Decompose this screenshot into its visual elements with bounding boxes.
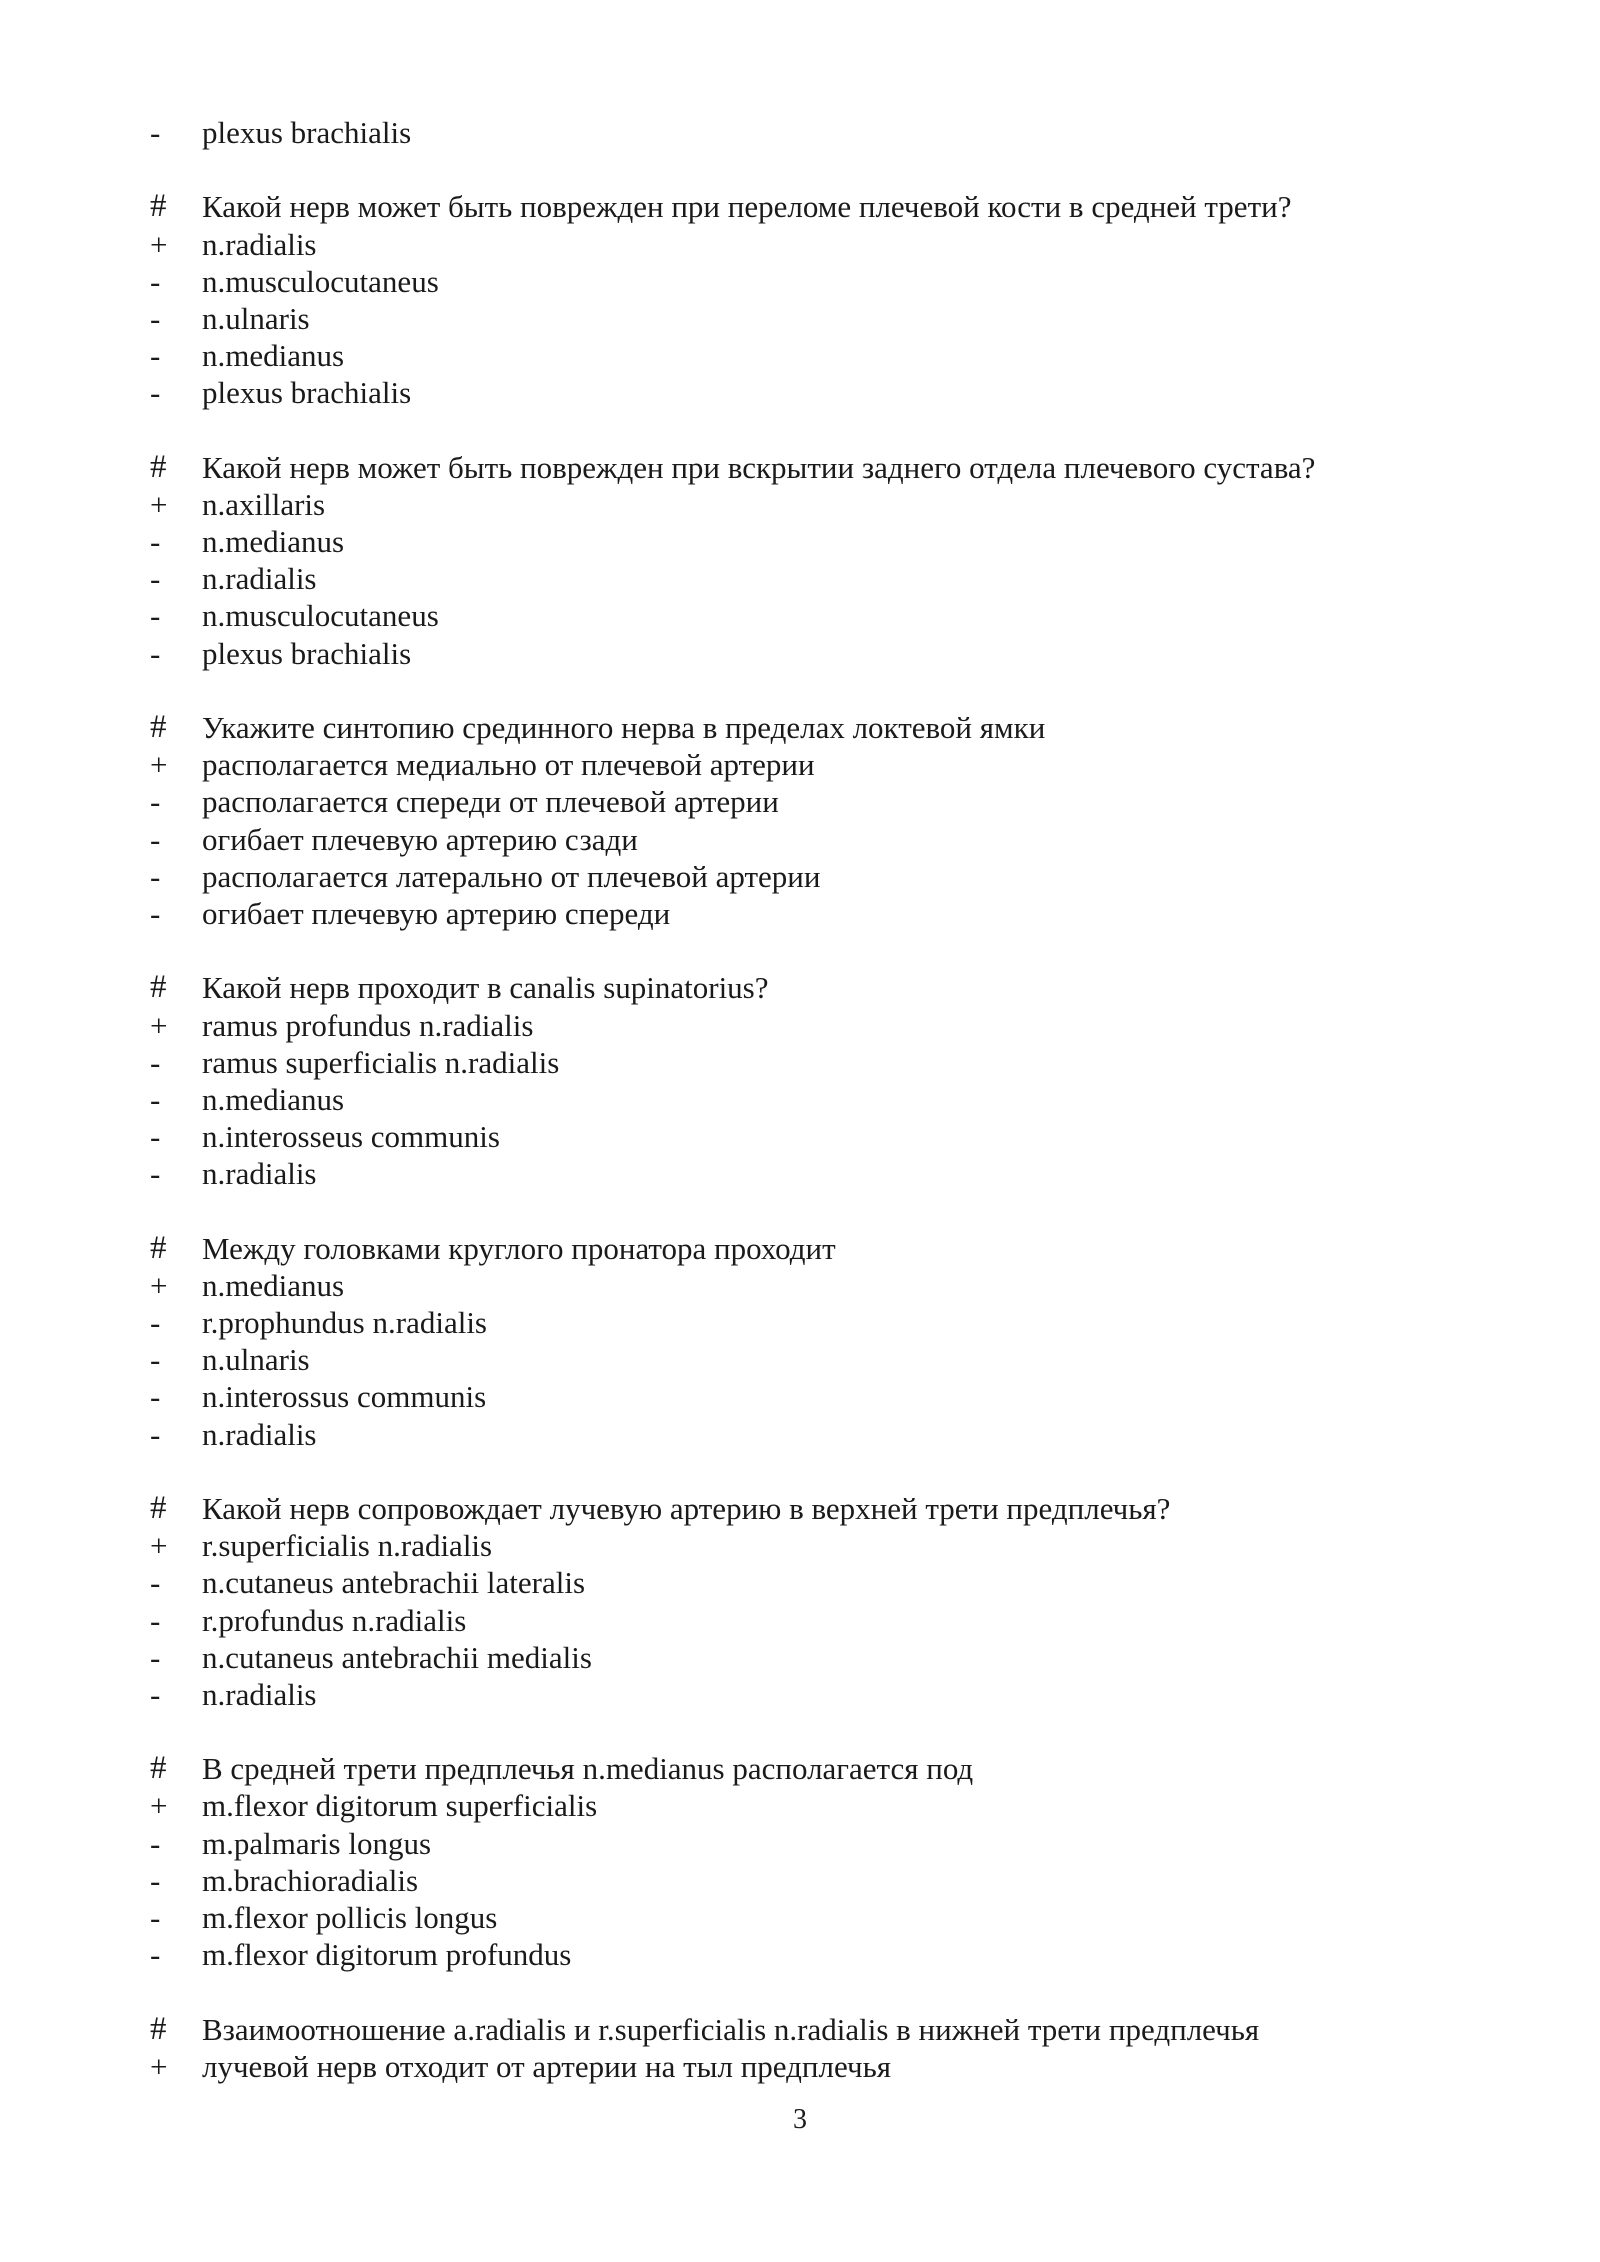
answer-option xyxy=(150,1825,1450,1862)
answer-marker: - xyxy=(150,1937,161,1973)
answer-option xyxy=(150,560,1450,597)
answer-marker: + xyxy=(150,1788,168,1824)
answer-text: n.interossus communis xyxy=(202,1379,487,1415)
answer-text: m.palmaris longus xyxy=(202,1825,432,1861)
question-text: В средней трети предплечья n.medianus располагается под xyxy=(202,1751,974,1787)
answer-marker: + xyxy=(150,2048,168,2084)
answer-text: огибает плечевую артерию спереди xyxy=(202,895,671,931)
answer-option xyxy=(150,1267,1450,1304)
question-line xyxy=(150,1230,1450,1267)
answer-marker: - xyxy=(150,1602,161,1638)
question-marker: # xyxy=(150,2010,167,2047)
question-text: Взаимоотношение a.radialis и r.superficialis n.radialis в нижней трети предплечья xyxy=(202,2011,1260,2047)
answer-option xyxy=(150,1862,1450,1899)
answer-text: располагается латерально от плечевой артерии xyxy=(202,858,821,894)
answer-text: n.ulnaris xyxy=(202,300,310,336)
blank-line xyxy=(150,932,1450,969)
blank-line xyxy=(150,151,1450,188)
answer-option xyxy=(150,1341,1450,1378)
answer-marker: - xyxy=(150,598,161,634)
answer-option xyxy=(150,1639,1450,1676)
answer-option xyxy=(150,1081,1450,1118)
answer-option xyxy=(150,635,1450,672)
answer-text: n.interosseus communis xyxy=(202,1119,500,1155)
question-block xyxy=(150,449,1450,672)
question-line xyxy=(150,709,1450,746)
answer-text: располагается медиально от плечевой артерии xyxy=(202,747,815,783)
question-block xyxy=(150,188,1450,411)
answer-marker: - xyxy=(150,338,161,374)
question-marker: # xyxy=(150,969,167,1006)
answer-marker: - xyxy=(150,1862,161,1898)
answer-option xyxy=(150,1304,1450,1341)
question-text: Укажите синтопию срединного нерва в пределах локтевой ямки xyxy=(202,710,1046,745)
answer-text: n.cutaneus antebrachii lateralis xyxy=(202,1565,586,1601)
question-text: Какой нерв проходит в canalis supinatorius? xyxy=(202,970,769,1006)
answer-option xyxy=(150,1118,1450,1155)
question-text: Между головками круглого пронатора проходит xyxy=(202,1230,836,1266)
answer-option xyxy=(150,486,1450,523)
answer-option xyxy=(150,1564,1450,1601)
answer-text: n.cutaneus antebrachii medialis xyxy=(202,1639,592,1675)
answer-marker: - xyxy=(150,1676,161,1712)
blank-line xyxy=(150,412,1450,449)
answer-option xyxy=(150,597,1450,634)
page-number: 3 xyxy=(793,2104,807,2135)
answer-marker: - xyxy=(150,1825,161,1861)
answer-marker: - xyxy=(150,1305,161,1340)
answer-marker: + xyxy=(150,1267,168,1303)
answer-option xyxy=(150,1602,1450,1639)
blank-line xyxy=(150,1192,1450,1229)
answer-text: n.radialis xyxy=(202,226,317,262)
answer-text: n.ulnaris xyxy=(202,1342,310,1378)
question-text: Какой нерв сопровождает лучевую артерию в верхней трети предплечья? xyxy=(202,1490,1171,1526)
answer-text: n.medianus xyxy=(202,524,345,560)
answer-text: r.prophundus n.radialis xyxy=(202,1305,487,1340)
question-block xyxy=(150,1750,1450,1973)
answer-option xyxy=(150,1007,1450,1044)
question-block xyxy=(150,2011,1450,2085)
question-marker: # xyxy=(150,1489,167,1526)
answer-marker: - xyxy=(150,1156,161,1192)
answer-marker: + xyxy=(150,226,168,262)
blank-line xyxy=(150,1973,1450,2010)
answer-text: n.radialis xyxy=(202,1156,317,1192)
answer-option xyxy=(150,1527,1450,1564)
question-marker: # xyxy=(150,1229,167,1266)
answer-marker: + xyxy=(150,747,168,783)
answer-marker: + xyxy=(150,486,168,522)
question-block xyxy=(150,969,1450,1192)
answer-text: n.medianus xyxy=(202,338,345,374)
answer-marker: - xyxy=(150,1639,161,1675)
question-text: Какой нерв может быть поврежден при вскрытии заднего отдела плечевого сустава? xyxy=(202,449,1316,485)
answer-marker: - xyxy=(150,1342,161,1378)
answer-marker: - xyxy=(150,1081,161,1117)
answer-option xyxy=(150,1378,1450,1415)
answer-marker: - xyxy=(150,263,161,299)
answer-option xyxy=(150,1676,1450,1713)
answer-text: r.superficialis n.radialis xyxy=(202,1528,493,1564)
answer-text: m.flexor pollicis longus xyxy=(202,1900,498,1935)
answer-marker: - xyxy=(150,1044,161,1080)
test-questions xyxy=(150,114,1450,2085)
answer-marker: + xyxy=(150,1528,168,1564)
answer-option xyxy=(150,858,1450,895)
answer-text: располагается спереди от плечевой артерии xyxy=(202,784,779,820)
answer-option xyxy=(150,263,1450,300)
answer-marker: - xyxy=(150,1379,161,1415)
answer-option xyxy=(150,523,1450,560)
answer-text: ramus superficialis n.radialis xyxy=(202,1044,560,1080)
answer-text: m.brachioradialis xyxy=(202,1862,419,1898)
answer-marker: - xyxy=(150,1416,161,1452)
question-block xyxy=(150,709,1450,932)
answer-option xyxy=(150,783,1450,820)
question-marker: # xyxy=(150,188,167,225)
answer-text: n.medianus xyxy=(202,1267,345,1303)
answer-option xyxy=(150,1155,1450,1192)
answer-option xyxy=(150,821,1450,858)
question-line xyxy=(150,969,1450,1006)
answer-marker: - xyxy=(150,115,161,150)
answer-option xyxy=(150,1416,1450,1453)
answer-option xyxy=(150,114,1450,151)
answer-option xyxy=(150,1936,1450,1973)
answer-marker: - xyxy=(150,375,161,411)
answer-option xyxy=(150,374,1450,411)
answer-marker: + xyxy=(150,1007,168,1043)
answer-text: plexus brachialis xyxy=(202,115,412,150)
answer-marker: - xyxy=(150,561,161,597)
question-line xyxy=(150,1750,1450,1787)
question-text: Какой нерв может быть поврежден при переломе плечевой кости в средней трети? xyxy=(202,189,1292,225)
answer-option xyxy=(150,300,1450,337)
answer-marker: - xyxy=(150,524,161,560)
answer-text: n.musculocutaneus xyxy=(202,598,439,634)
answer-text: m.flexor digitorum profundus xyxy=(202,1937,572,1973)
answer-text: n.musculocutaneus xyxy=(202,263,439,299)
answer-marker: - xyxy=(150,858,161,894)
question-block xyxy=(150,1490,1450,1713)
answer-text: plexus brachialis xyxy=(202,375,412,411)
answer-text: n.radialis xyxy=(202,1416,317,1452)
answer-text: m.flexor digitorum superficialis xyxy=(202,1788,598,1824)
answer-option xyxy=(150,226,1450,263)
blank-line xyxy=(150,1713,1450,1750)
question-line xyxy=(150,2011,1450,2048)
question-line xyxy=(150,188,1450,225)
answer-marker: - xyxy=(150,1119,161,1155)
answer-option xyxy=(150,1787,1450,1824)
answer-marker: - xyxy=(150,1565,161,1601)
answer-marker: - xyxy=(150,895,161,931)
question-block xyxy=(150,1230,1450,1453)
answer-text: r.profundus n.radialis xyxy=(202,1602,467,1638)
question-marker: # xyxy=(150,1750,167,1787)
answer-text: лучевой нерв отходит от артерии на тыл предплечья xyxy=(202,2048,891,2084)
blank-line xyxy=(150,1453,1450,1490)
question-marker: # xyxy=(150,709,167,745)
answer-text: n.radialis xyxy=(202,1676,317,1712)
answer-option xyxy=(150,895,1450,932)
answer-option xyxy=(150,1044,1450,1081)
answer-option xyxy=(150,2048,1450,2085)
answer-text: n.medianus xyxy=(202,1081,345,1117)
answer-marker: - xyxy=(150,784,161,820)
answer-text: n.axillaris xyxy=(202,486,326,522)
question-line xyxy=(150,1490,1450,1527)
answer-option xyxy=(150,1899,1450,1936)
answer-text: ramus profundus n.radialis xyxy=(202,1007,534,1043)
answer-marker: - xyxy=(150,1900,161,1935)
answer-text: n.radialis xyxy=(202,561,317,597)
answer-text: plexus brachialis xyxy=(202,635,412,671)
question-line xyxy=(150,449,1450,486)
answer-marker: - xyxy=(150,635,161,671)
answer-option xyxy=(150,746,1450,783)
question-marker: # xyxy=(150,448,167,485)
answer-option xyxy=(150,337,1450,374)
blank-line xyxy=(150,672,1450,709)
answer-marker: - xyxy=(150,821,161,857)
answer-text: огибает плечевую артерию сзади xyxy=(202,821,638,857)
answer-marker: - xyxy=(150,300,161,336)
